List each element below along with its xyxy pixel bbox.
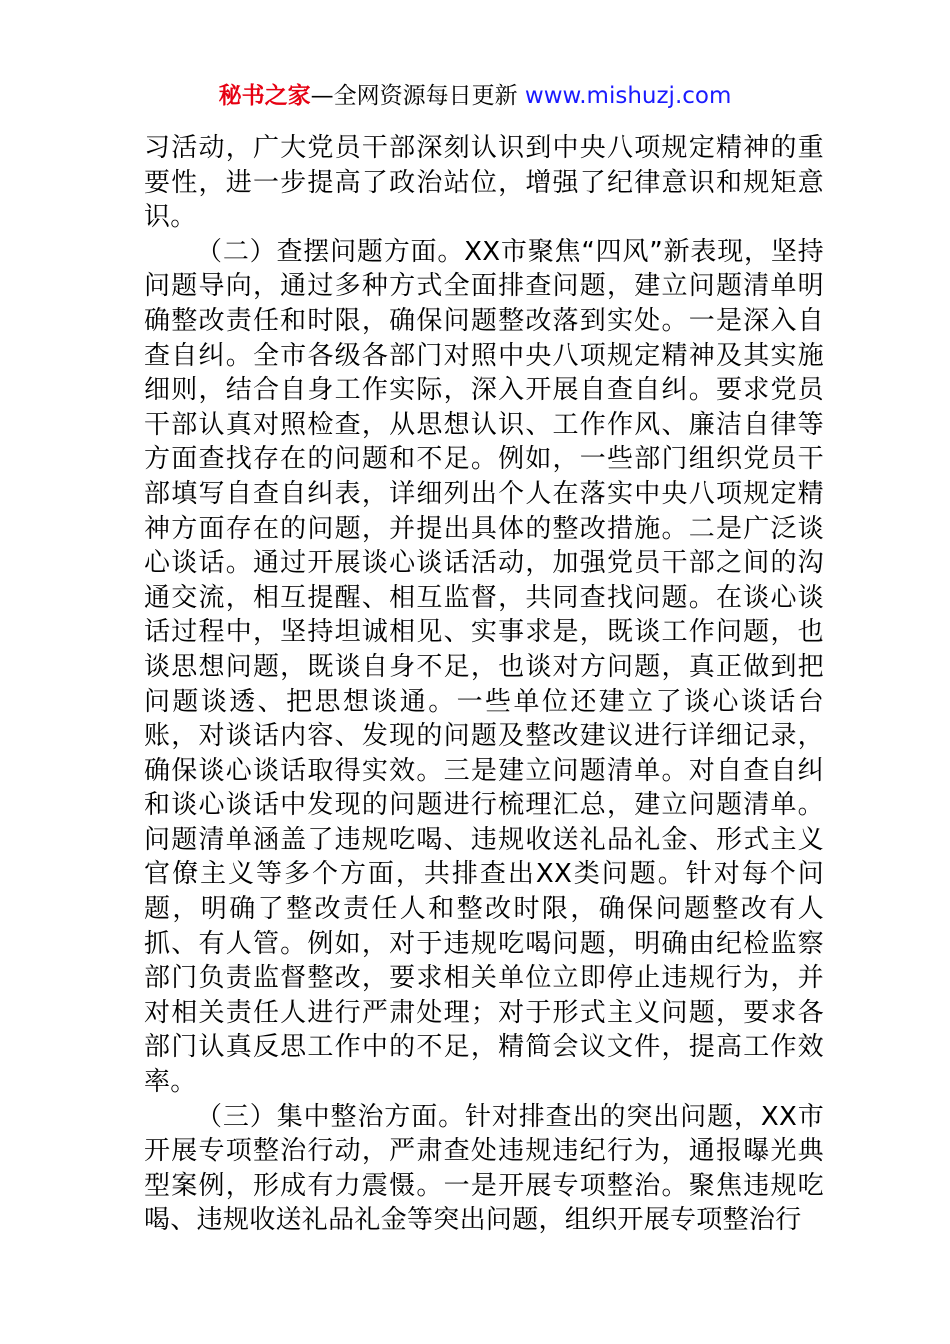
page-header xyxy=(0,80,950,112)
paragraph-section-two: （二）查摆问题方面。XX市聚焦“四风”新表现，坚持问题导向，通过多种方式全面排查问题，建立问题清单明确整改责任和时限，确保问题整改落到实处。一是深入自查自纠。全市各级各部门对照中央八项规定精神及其实施细则，结合自身工作实际，深入开展自查自纠。要求党员干部认真对照检查，从思想认识、工作作风、廉洁自律等方面查找存在的问题和不足。例如，一些部门组织党员干部填写自查自纠表，详细列出个人在落实中央八项规定精神方面存在的问题，并提出具体的整改措施。二是广泛谈心谈话。通过开展谈心谈话活动，加强党员干部之间的沟通交流，相互提醒、相互监督，共同查找问题。在谈心谈话过程中，坚持坦诚相见、实事求是，既谈工作问题，也谈思想问题，既谈自身不足，也谈对方问题，真正做到把问题谈透、把思想谈通。一些单位还建立了谈心谈话台账，对谈话内容、发现的问题及整改建议进行详细记录，确保谈心谈话取得实效。三是建立问题清单。对自查自纠和谈心谈话中发现的问题进行梳理汇总，建立问题清单。问题清单涵盖了违规吃喝、违规收送礼品礼金、形式主义官僚主义等多个方面，共排查出XX类问题。针对每个问题，明确了整改责任人和整改时限，确保问题整改有人抓、有人管。例如，对于违规吃喝问题，明确由纪检监察部门负责监督整改，要求相关单位立即停止违规行为，并对相关责任人进行严肃处理；对于形式主义问题，要求各部门认真反思工作中的不足，精简会议文件，提高工作效率。 xyxy=(144,236,824,1098)
header-brand: 秘书之家 xyxy=(218,83,311,109)
header-tagline: —全网资源每日更新 xyxy=(310,83,525,109)
document-body xyxy=(144,131,824,1238)
paragraph-section-three: （三）集中整治方面。针对排查出的突出问题，XX市开展专项整治行动，严肃查处违规违纪行为，通报曝光典型案例，形成有力震慑。一是开展专项整治。聚焦违规吃喝、违规收送礼品礼金等突出问题，组织开展专项整治行 xyxy=(144,1101,824,1236)
paragraph-continued: 习活动，广大党员干部深刻认识到中央八项规定精神的重要性，进一步提高了政治站位，增强了纪律意识和规矩意识。 xyxy=(144,133,824,233)
header-site-link[interactable]: www.mishuzj.com xyxy=(524,83,732,109)
